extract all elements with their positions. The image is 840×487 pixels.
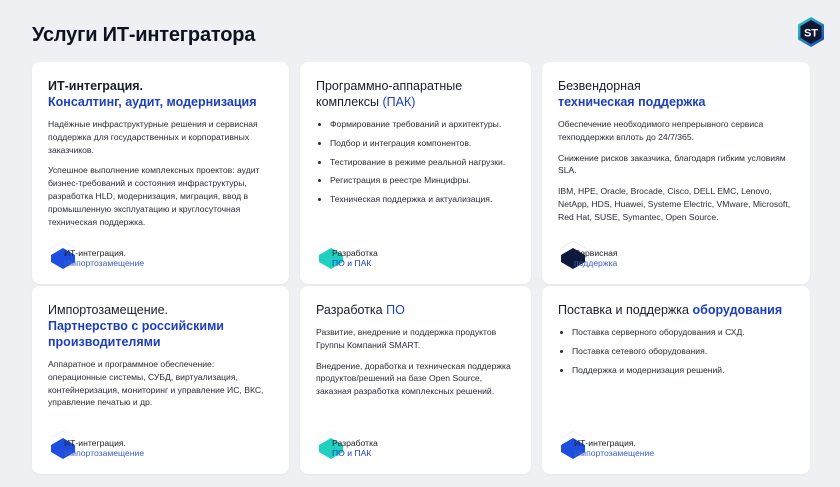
card-title [558,302,794,318]
list-item: Формирование требований и архитектуры. [316,118,515,131]
card-paragraph: Успешное выполнение комплексных проектов: аудит бизнес-требований и состояния инфраструктуры, разработка HLD, модернизация, миграция, ввод в промышленную эксплуатацию и круглосуточная техническая поддержка. [48,165,260,227]
card-title-line1: Поставка и поддержка [558,303,693,317]
badge-line1: Разработка [332,438,378,448]
page-title: Услуги ИТ-интегратора [32,24,256,46]
badge-line2: Импортозамещение [64,258,145,268]
list-item: Поддержка и модернизация решений. [558,364,794,377]
card-title-accent: (ПАК) [382,95,416,109]
badge-it-integration [48,240,144,270]
badge-development [316,240,378,270]
badge-line2: Импортозамещение [574,448,655,458]
card-title-accent: ПО [386,303,405,317]
list-item: Тестирование в режиме реальной нагрузки. [316,156,515,169]
card-title [316,78,515,110]
card-title [558,78,794,110]
card-title-line1: Безвендорная [558,79,641,93]
card-paragraph: Внедрение, доработка и техническая поддержка продуктов/решений на базе Open Source, заказная разработка комплексных решений. [316,360,511,397]
card-title-line1: Разработка [316,303,387,317]
card-title-line2: Партнерство с российскими производителями [48,319,224,349]
card-title [48,302,273,350]
card-title-line2: комплексы [316,95,383,109]
badge-line1: ИТ-интеграция. [574,438,636,448]
badge-line2: ПО и ПАК [332,448,372,458]
badge-it-integration [48,430,144,460]
card-paragraph: Надёжные инфраструктурные решения и сервисная поддержка для государственных и корпоративных заказчиков. [48,119,258,155]
badge-development [316,430,378,460]
card-title-line1: ИТ-интеграция. [48,79,144,93]
card-hardware-supply [542,286,810,474]
card-it-integration [32,62,289,284]
bullet-list [558,326,794,376]
list-item: Поставка сетевого оборудования. [558,345,794,358]
badge-line1: Сервисная [574,248,618,258]
card-software-development [300,286,531,474]
badge-line1: Разработка [332,248,378,258]
card-title-line1: Импортозамещение. [48,303,169,317]
card-paragraph: Снижение рисков заказчика, благодаря гибким условиям SLA. [558,152,786,176]
badge-it-integration [558,430,654,460]
badge-service-support [558,240,618,270]
card-title-line2: техническая поддержка [558,95,706,109]
list-item: Поставка серверного оборудования и СХД. [558,326,794,339]
card-title [316,302,515,318]
list-item: Подбор и интеграция компонентов. [316,137,515,150]
badge-line1: ИТ-интеграция. [64,438,126,448]
card-paragraph: Обеспечение необходимого непрерывного сервиса техподдержки вплоть до 24/7/365. [558,119,764,142]
vendor-list: IBM, HPE, Oracle, Brocade, Cisco, DELL EMC, Lenovo, NetApp, HDS, Huawei, Systeme Electric, VMware, Microsoft, Red Hat, SUSE, Symantec, Open Source. [558,186,791,222]
badge-line2: поддержка [574,258,618,268]
card-vendorless-support [542,62,810,284]
card-title-line2: Консалтинг, аудит, модернизация [48,95,257,109]
card-paragraph: Развитие, внедрение и поддержка продуктов Группы Компаний SMART. [316,327,497,350]
badge-line1: ИТ-интеграция. [64,248,126,258]
badge-line2: Импортозамещение [64,448,145,458]
badge-line2: ПО и ПАК [332,258,372,268]
card-pak [300,62,531,284]
card-import-substitution [32,286,289,474]
card-title [48,78,273,110]
bullet-list [316,118,515,206]
card-title-accent: оборудования [692,303,783,317]
card-paragraph: Аппаратное и программное обеспечение: операционные системы, СУБД, виртуализация, контейнеризация, мониторинг и управление ИС, ВКС, управление печатью и др. [48,359,264,408]
svg-text:ST: ST [803,27,819,40]
list-item: Техническая поддержка и актуализация. [316,193,515,206]
st-logo-icon [796,16,826,48]
list-item: Регистрация в реестре Минцифры. [316,174,515,187]
card-title-line1: Программно-аппаратные [316,79,463,93]
